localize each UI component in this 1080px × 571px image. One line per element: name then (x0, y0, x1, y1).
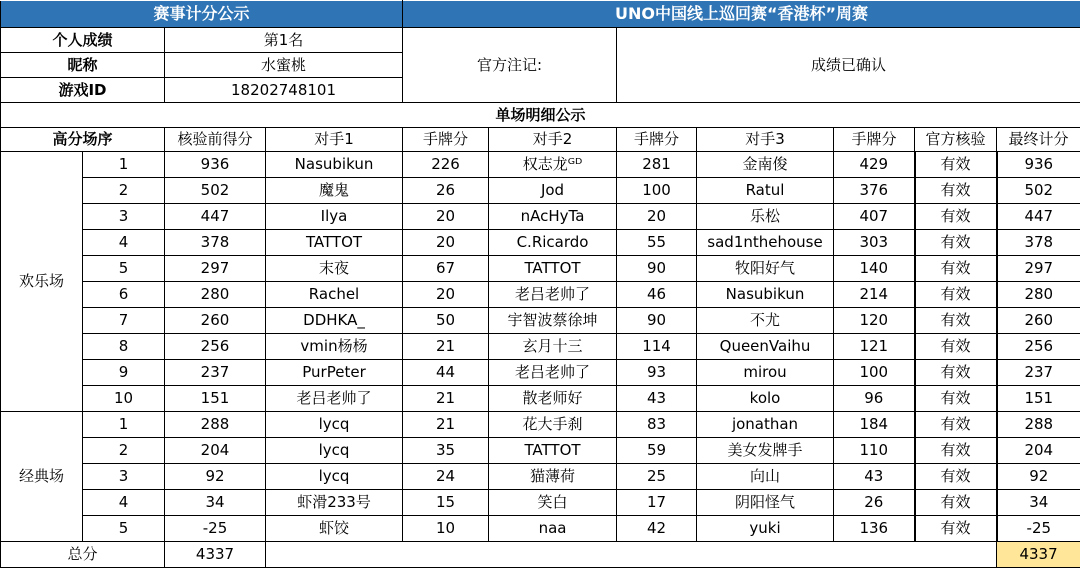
match-order: 2 (83, 178, 165, 204)
pre-score: 34 (165, 490, 266, 516)
total-row (1, 542, 1080, 568)
match-order: 5 (83, 516, 165, 542)
opponent-3: 向山 (697, 464, 834, 490)
final-score: 936 (997, 152, 1080, 178)
match-order: 6 (83, 282, 165, 308)
right-title: UNO中国线上巡回赛“香港杯”周赛 (403, 1, 1080, 28)
opponent-1: lycq (266, 464, 403, 490)
group-label: 经典场 (1, 412, 83, 542)
table-row (1, 230, 1080, 256)
nickname-label: 昵称 (1, 53, 165, 78)
final-score: 204 (997, 438, 1080, 464)
opponent-2: C.Ricardo (489, 230, 617, 256)
pre-score: 256 (165, 334, 266, 360)
match-order: 1 (83, 412, 165, 438)
match-order: 1 (83, 152, 165, 178)
match-order: 5 (83, 256, 165, 282)
pre-score: 204 (165, 438, 266, 464)
hand-score-2: 93 (617, 360, 697, 386)
hand-score-1: 20 (403, 204, 489, 230)
match-order: 10 (83, 386, 165, 412)
match-order: 3 (83, 204, 165, 230)
col-header-order: 高分场序 (1, 128, 165, 152)
hand-score-2: 90 (617, 308, 697, 334)
final-score: 297 (997, 256, 1080, 282)
official-check: 有效 (915, 204, 997, 230)
opponent-3: 金南俊 (697, 152, 834, 178)
official-check: 有效 (915, 490, 997, 516)
official-check: 有效 (915, 334, 997, 360)
hand-score-2: 17 (617, 490, 697, 516)
hand-score-3: 429 (834, 152, 915, 178)
match-order: 3 (83, 464, 165, 490)
table-row (1, 360, 1080, 386)
opponent-1: 虾滑233号 (266, 490, 403, 516)
opponent-2: 权志龙ᴳᴰ (489, 152, 617, 178)
pre-score: 260 (165, 308, 266, 334)
hand-score-3: 43 (834, 464, 915, 490)
opponent-1: DDHKA_ (266, 308, 403, 334)
pre-score: 378 (165, 230, 266, 256)
nickname-value: 水蜜桃 (165, 53, 403, 78)
pre-score: -25 (165, 516, 266, 542)
opponent-3: sad1nthehouse (697, 230, 834, 256)
hand-score-1: 21 (403, 386, 489, 412)
match-order: 4 (83, 230, 165, 256)
final-total: 4337 (997, 542, 1080, 568)
final-score: 447 (997, 204, 1080, 230)
opponent-3: Nasubikun (697, 282, 834, 308)
final-score: 378 (997, 230, 1080, 256)
hand-score-2: 25 (617, 464, 697, 490)
final-score: 260 (997, 308, 1080, 334)
table-row (1, 152, 1080, 178)
total-label: 总分 (1, 542, 165, 568)
opponent-2: 老吕老帅了 (489, 360, 617, 386)
hand-score-1: 21 (403, 412, 489, 438)
hand-score-1: 15 (403, 490, 489, 516)
final-score: 237 (997, 360, 1080, 386)
col-header-hand-score-1: 手牌分 (403, 128, 489, 152)
col-header-opponent-1: 对手1 (266, 128, 403, 152)
hand-score-1: 24 (403, 464, 489, 490)
hand-score-2: 20 (617, 204, 697, 230)
hand-score-3: 303 (834, 230, 915, 256)
hand-score-1: 21 (403, 334, 489, 360)
opponent-2: TATTOT (489, 256, 617, 282)
opponent-3: jonathan (697, 412, 834, 438)
hand-score-1: 20 (403, 282, 489, 308)
pre-score: 288 (165, 412, 266, 438)
match-order: 8 (83, 334, 165, 360)
left-title: 赛事计分公示 (1, 1, 403, 28)
opponent-2: 散老师好 (489, 386, 617, 412)
opponent-1: lycq (266, 438, 403, 464)
pre-score: 297 (165, 256, 266, 282)
hand-score-3: 96 (834, 386, 915, 412)
hand-score-2: 100 (617, 178, 697, 204)
opponent-1: PurPeter (266, 360, 403, 386)
table-row (1, 178, 1080, 204)
official-check: 有效 (915, 256, 997, 282)
opponent-1: 魔鬼 (266, 178, 403, 204)
pre-score: 936 (165, 152, 266, 178)
col-header-hand-score-3: 手牌分 (834, 128, 915, 152)
opponent-3: 乐松 (697, 204, 834, 230)
opponent-3: yuki (697, 516, 834, 542)
col-header-pre-score: 核验前得分 (165, 128, 266, 152)
pre-total: 4337 (165, 542, 266, 568)
official-check: 有效 (915, 516, 997, 542)
match-order: 7 (83, 308, 165, 334)
table-row (1, 412, 1080, 438)
hand-score-3: 214 (834, 282, 915, 308)
col-header-official-check: 官方核验 (915, 128, 997, 152)
hand-score-3: 407 (834, 204, 915, 230)
hand-score-3: 100 (834, 360, 915, 386)
official-check: 有效 (915, 412, 997, 438)
official-check: 有效 (915, 464, 997, 490)
opponent-2: TATTOT (489, 438, 617, 464)
opponent-1: 虾饺 (266, 516, 403, 542)
opponent-3: 牧阳好气 (697, 256, 834, 282)
opponent-2: 猫薄荷 (489, 464, 617, 490)
table-row (1, 282, 1080, 308)
final-score: -25 (997, 516, 1080, 542)
opponent-1: Rachel (266, 282, 403, 308)
group-label: 欢乐场 (1, 152, 83, 412)
hand-score-1: 10 (403, 516, 489, 542)
opponent-2: nAcHyTa (489, 204, 617, 230)
opponent-3: mirou (697, 360, 834, 386)
hand-score-3: 121 (834, 334, 915, 360)
hand-score-3: 140 (834, 256, 915, 282)
opponent-1: lycq (266, 412, 403, 438)
col-header-opponent-2: 对手2 (489, 128, 617, 152)
table-row (1, 464, 1080, 490)
note-label: 官方注记: (403, 28, 617, 103)
match-order: 4 (83, 490, 165, 516)
hand-score-1: 226 (403, 152, 489, 178)
opponent-1: 末夜 (266, 256, 403, 282)
hand-score-1: 35 (403, 438, 489, 464)
match-order: 9 (83, 360, 165, 386)
final-score: 92 (997, 464, 1080, 490)
game-id-label: 游戏ID (1, 78, 165, 103)
final-score: 288 (997, 412, 1080, 438)
col-header-final-score: 最终计分 (997, 128, 1080, 152)
match-order: 2 (83, 438, 165, 464)
col-header-opponent-3: 对手3 (697, 128, 834, 152)
opponent-2: 老吕老帅了 (489, 282, 617, 308)
hand-score-3: 120 (834, 308, 915, 334)
hand-score-2: 83 (617, 412, 697, 438)
total-spacer (266, 542, 997, 568)
opponent-3: 不尤 (697, 308, 834, 334)
hand-score-2: 59 (617, 438, 697, 464)
hand-score-1: 20 (403, 230, 489, 256)
hand-score-3: 110 (834, 438, 915, 464)
pre-score: 92 (165, 464, 266, 490)
result-label: 个人成绩 (1, 28, 165, 53)
opponent-2: naa (489, 516, 617, 542)
opponent-2: 笑白 (489, 490, 617, 516)
result-value: 第1名 (165, 28, 403, 53)
final-score: 502 (997, 178, 1080, 204)
pre-score: 237 (165, 360, 266, 386)
hand-score-2: 114 (617, 334, 697, 360)
table-row (1, 438, 1080, 464)
table-row (1, 386, 1080, 412)
hand-score-1: 67 (403, 256, 489, 282)
game-id-value: 18202748101 (165, 78, 403, 103)
hand-score-2: 46 (617, 282, 697, 308)
opponent-1: TATTOT (266, 230, 403, 256)
hand-score-2: 281 (617, 152, 697, 178)
table-row (1, 334, 1080, 360)
opponent-3: Ratul (697, 178, 834, 204)
table-row (1, 256, 1080, 282)
pre-score: 502 (165, 178, 266, 204)
hand-score-1: 44 (403, 360, 489, 386)
final-score: 151 (997, 386, 1080, 412)
opponent-2: Jod (489, 178, 617, 204)
opponent-1: 老吕老帅了 (266, 386, 403, 412)
hand-score-2: 55 (617, 230, 697, 256)
note-value: 成绩已确认 (617, 28, 1080, 103)
official-check: 有效 (915, 282, 997, 308)
hand-score-2: 90 (617, 256, 697, 282)
hand-score-3: 376 (834, 178, 915, 204)
official-check: 有效 (915, 386, 997, 412)
hand-score-1: 50 (403, 308, 489, 334)
hand-score-3: 184 (834, 412, 915, 438)
pre-score: 447 (165, 204, 266, 230)
hand-score-1: 26 (403, 178, 489, 204)
final-score: 256 (997, 334, 1080, 360)
table-row (1, 516, 1080, 542)
opponent-1: Nasubikun (266, 152, 403, 178)
hand-score-3: 136 (834, 516, 915, 542)
table-row (1, 308, 1080, 334)
opponent-3: QueenVaihu (697, 334, 834, 360)
opponent-2: 玄月十三 (489, 334, 617, 360)
table-row (1, 204, 1080, 230)
pre-score: 151 (165, 386, 266, 412)
opponent-2: 宇智波蔡徐坤 (489, 308, 617, 334)
official-check: 有效 (915, 178, 997, 204)
pre-score: 280 (165, 282, 266, 308)
official-check: 有效 (915, 438, 997, 464)
official-check: 有效 (915, 230, 997, 256)
table-row (1, 490, 1080, 516)
opponent-3: 美女发牌手 (697, 438, 834, 464)
official-check: 有效 (915, 360, 997, 386)
official-check: 有效 (915, 308, 997, 334)
final-score: 280 (997, 282, 1080, 308)
col-header-hand-score-2: 手牌分 (617, 128, 697, 152)
hand-score-2: 43 (617, 386, 697, 412)
opponent-1: Ilya (266, 204, 403, 230)
hand-score-2: 42 (617, 516, 697, 542)
opponent-3: kolo (697, 386, 834, 412)
opponent-1: vmin杨杨 (266, 334, 403, 360)
opponent-3: 阴阳怪气 (697, 490, 834, 516)
official-check: 有效 (915, 152, 997, 178)
opponent-2: 花大手刹 (489, 412, 617, 438)
hand-score-3: 26 (834, 490, 915, 516)
final-score: 34 (997, 490, 1080, 516)
section-title: 单场明细公示 (1, 103, 1080, 128)
